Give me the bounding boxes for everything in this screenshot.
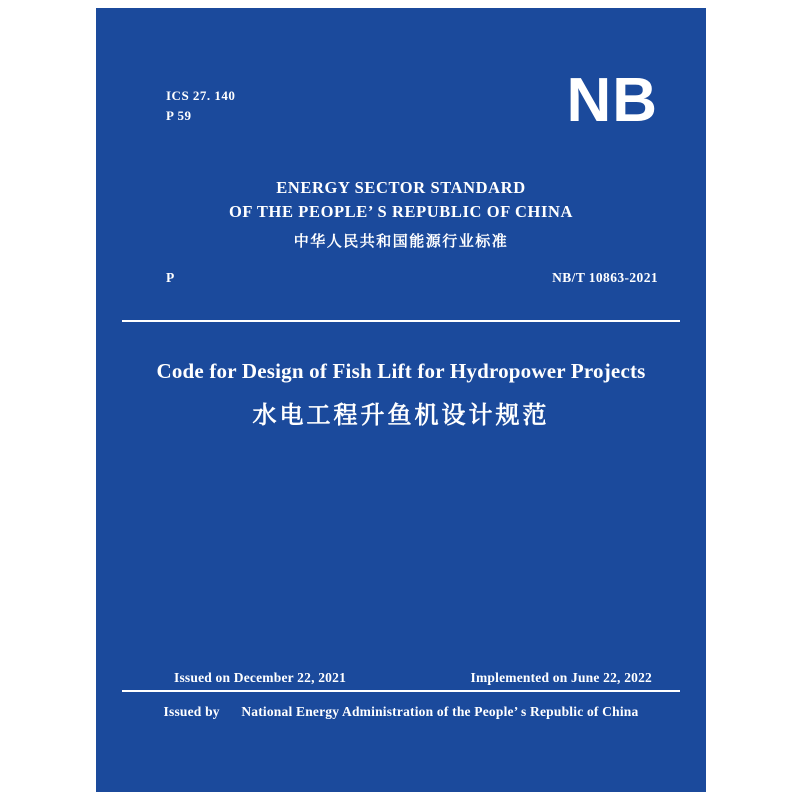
- ics-number: ICS 27. 140: [166, 88, 236, 103]
- ics-block: [166, 86, 235, 126]
- issuing-organization: [96, 176, 706, 254]
- implemented-date: Implemented on June 22, 2022: [470, 670, 652, 685]
- divider-top: [122, 320, 680, 322]
- standard-code-row: [166, 270, 658, 286]
- classification-code: P 59: [166, 108, 192, 123]
- standard-cover: [96, 8, 706, 792]
- dates-row: [174, 670, 652, 686]
- title-english: Code for Design of Fish Lift for Hydropower Projects: [156, 359, 646, 383]
- standard-number: NB/T 10863-2021: [552, 270, 658, 285]
- organization-line-2: OF THE PEOPLE’ S REPUBLIC OF CHINA: [228, 202, 574, 221]
- issued-date: Issued on December 22, 2021: [174, 670, 347, 685]
- title-chinese: 水电工程升鱼机设计规范: [252, 401, 550, 429]
- issued-by-value: National Energy Administration of the People’ s Republic of China: [241, 704, 639, 719]
- organization-line-1: ENERGY SECTOR STANDARD: [276, 178, 526, 197]
- organization-chinese: 中华人民共和国能源行业标准: [293, 232, 509, 250]
- divider-bottom: [122, 690, 680, 692]
- category-letter: P: [166, 270, 175, 285]
- standard-title: [96, 356, 706, 432]
- issuer-row: [96, 704, 706, 720]
- issued-by-label: Issued by: [163, 704, 220, 719]
- nb-logo: NB: [566, 66, 658, 135]
